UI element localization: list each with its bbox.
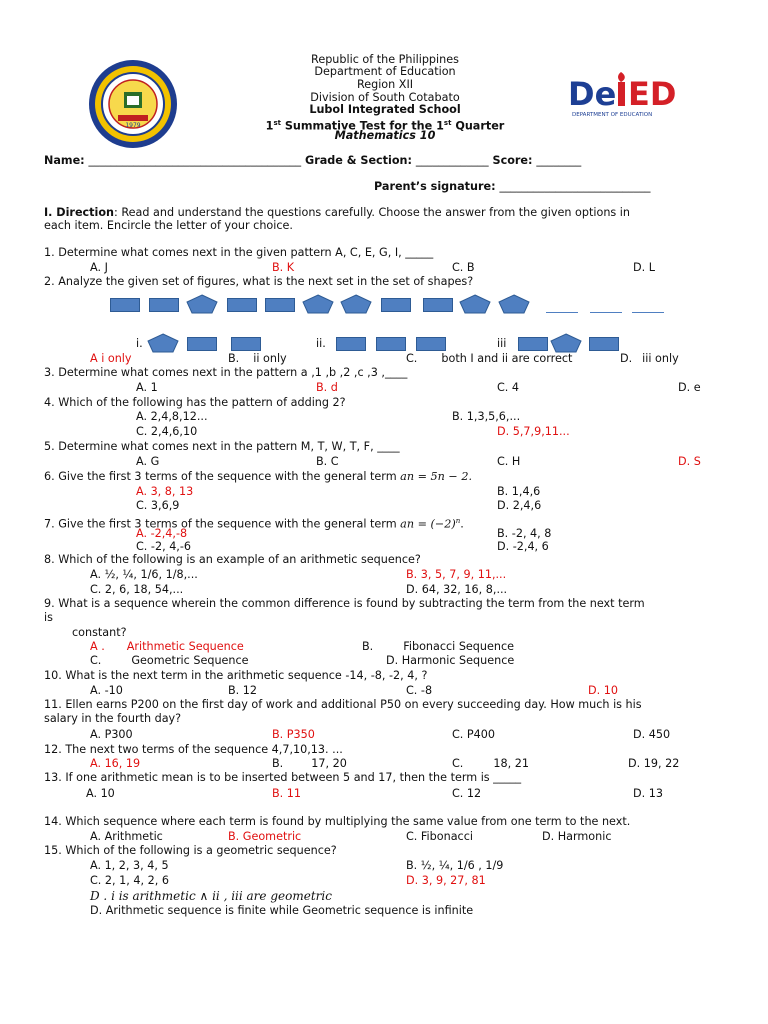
answer-blank (546, 312, 578, 313)
direction-line2: each item. Encircle the letter of your choice. (44, 219, 293, 232)
q6-option-c[interactable]: C. 3,6,9 (136, 499, 180, 512)
q11-stem-line1: 11. Ellen earns P200 on the first day of work and additional P50 on every succeeding day. How much is his (44, 698, 642, 711)
q4-option-c[interactable]: C. 2,4,6,10 (136, 425, 198, 438)
q6-option-b[interactable]: B. 1,4,6 (497, 485, 541, 498)
q15-option-d[interactable]: D. 3, 9, 27, 81 (406, 874, 486, 887)
pentagon-shape (550, 333, 582, 353)
q12-option-d[interactable]: D. 19, 22 (628, 757, 680, 770)
q2-option-b[interactable]: B. ii only (228, 352, 287, 365)
q13-stem: 13. If one arithmetic mean is to be inserted between 5 and 17, then the term is _____ (44, 771, 522, 784)
rectangle-shape (227, 298, 257, 312)
q9-option-b[interactable]: B. Fibonacci Sequence (362, 640, 515, 653)
q9-option-a[interactable]: A . Arithmetic Sequence (90, 640, 244, 653)
q13-option-b[interactable]: B. 11 (272, 787, 302, 800)
q10-option-d[interactable]: D. 10 (588, 684, 618, 697)
q5-option-b[interactable]: B. C (316, 455, 339, 468)
q15-extra-option-d[interactable]: D. Arithmetic sequence is finite while Geometric sequence is infinite (90, 904, 474, 917)
q2-option-c[interactable]: C. both I and ii are correct (406, 352, 573, 365)
header-test-title: 1st Summative Test for the 1st Quarter (265, 119, 505, 133)
rectangle-shape (265, 298, 295, 312)
q4-option-b[interactable]: B. 1,3,5,6,... (452, 410, 521, 423)
q11-option-c[interactable]: C. P400 (452, 728, 496, 741)
q3-option-d[interactable]: D. e (678, 381, 701, 394)
q14-option-d[interactable]: D. Harmonic (542, 830, 612, 843)
q2-option-i-label: i. (136, 337, 143, 350)
q10-option-b[interactable]: B. 12 (228, 684, 258, 697)
q11-option-b[interactable]: B. P350 (272, 728, 315, 741)
header-school: Lubol Integrated School (309, 103, 461, 116)
q8-option-b[interactable]: B. 3, 5, 7, 9, 11,... (406, 568, 507, 581)
q3-stem: 3. Determine what comes next in the pattern a ,1 ,b ,2 ,c ,3 ,____ (44, 366, 408, 379)
q14-option-c[interactable]: C. Fibonacci (406, 830, 473, 843)
header-republic: Republic of the Philippines (311, 53, 459, 66)
q6-option-a[interactable]: A. 3, 8, 13 (136, 485, 194, 498)
q14-stem: 14. Which sequence where each term is found by multiplying the same value from one term to the next. (44, 815, 631, 828)
pentagon-shape (340, 294, 372, 314)
school-seal-logo (88, 59, 178, 149)
q5-option-d[interactable]: D. S (678, 455, 701, 468)
pentagon-shape (147, 333, 179, 353)
rectangle-shape (376, 337, 406, 351)
pentagon-shape (186, 294, 218, 314)
q12-option-c[interactable]: C. 18, 21 (452, 757, 529, 770)
q8-option-a[interactable]: A. ½, ¼, 1/6, 1/8,... (90, 568, 198, 581)
q5-option-a[interactable]: A. G (136, 455, 160, 468)
q7-option-b[interactable]: B. -2, 4, 8 (497, 527, 552, 540)
q15-option-b[interactable]: B. ½, ¼, 1/6 , 1/9 (406, 859, 504, 872)
q10-option-c[interactable]: C. -8 (406, 684, 433, 697)
q2-option-ii-label: ii. (316, 337, 326, 350)
q9-option-c[interactable]: C. Geometric Sequence (90, 654, 249, 667)
svg-text:1979: 1979 (125, 122, 141, 129)
q5-option-c[interactable]: C. H (497, 455, 521, 468)
q6-option-d[interactable]: D. 2,4,6 (497, 499, 542, 512)
q7-stem: 7. Give the first 3 terms of the sequence with the general term an = $(-2)^n$. (44, 517, 464, 531)
answer-blank (632, 312, 664, 313)
q1-option-c[interactable]: C. B (452, 261, 475, 274)
direction-line1: I. Direction: Read and understand the questions carefully. Choose the answer from the given options in (44, 206, 631, 219)
q14-option-b[interactable]: B. Geometric (228, 830, 302, 843)
q1-option-a[interactable]: A. J (90, 261, 108, 274)
q11-option-a[interactable]: A. P300 (90, 728, 133, 741)
q11-stem-line2: salary in the fourth day? (44, 712, 182, 725)
q8-option-d[interactable]: D. 64, 32, 16, 8,... (406, 583, 508, 596)
q8-stem: 8. Which of the following is an example of an arithmetic sequence? (44, 553, 421, 566)
q1-option-b[interactable]: B. K (272, 261, 295, 274)
q15-option-a[interactable]: A. 1, 2, 3, 4, 5 (90, 859, 169, 872)
pentagon-shape (459, 294, 491, 314)
header-division: Division of South Cotabato (310, 91, 460, 104)
rectangle-shape (416, 337, 446, 351)
q12-option-a[interactable]: A. 16, 19 (90, 757, 141, 770)
rectangle-shape (423, 298, 453, 312)
parent-signature-field[interactable]: Parent’s signature: ___________________________ (374, 180, 651, 193)
q10-option-a[interactable]: A. -10 (90, 684, 123, 697)
q3-option-c[interactable]: C. 4 (497, 381, 520, 394)
q2-option-a[interactable]: A i only (90, 352, 132, 365)
header-department: Department of Education (314, 65, 456, 78)
q2-option-d[interactable]: D. iii only (620, 352, 679, 365)
q13-option-c[interactable]: C. 12 (452, 787, 482, 800)
q4-option-d[interactable]: D. 5,7,9,11... (497, 425, 570, 438)
header-region: Region XII (356, 78, 414, 91)
q9-stem-line2: is (44, 611, 53, 624)
svg-text:DEPARTMENT OF EDUCATION: DEPARTMENT OF EDUCATION (572, 112, 653, 118)
q5-stem: 5. Determine what comes next in the pattern M, T, W, T, F, ____ (44, 440, 400, 453)
q8-option-c[interactable]: C. 2, 6, 18, 54,... (90, 583, 184, 596)
rectangle-shape (336, 337, 366, 351)
q15-extra-statement: D . i is arithmetic ∧ ii , iii are geometric (90, 889, 332, 903)
q9-stem-line1: 9. What is a sequence wherein the common difference is found by subtracting the term from the next term (44, 597, 645, 610)
rectangle-shape (381, 298, 411, 312)
q10-stem: 10. What is the next term in the arithmetic sequence -14, -8, -2, 4, ? (44, 669, 428, 682)
q1-option-d[interactable]: D. L (633, 261, 655, 274)
q4-stem: 4. Which of the following has the pattern of adding 2? (44, 396, 346, 409)
header-subject: Mathematics 10 (334, 129, 436, 142)
svg-text:De: De (568, 75, 617, 113)
q12-stem: 12. The next two terms of the sequence 4,7,10,13. ... (44, 743, 343, 756)
deped-logo (566, 70, 701, 120)
answer-blank (590, 312, 622, 313)
q3-option-a[interactable]: A. 1 (136, 381, 158, 394)
rectangle-shape (187, 337, 217, 351)
q15-stem: 15. Which of the following is a geometric sequence? (44, 844, 337, 857)
q7-option-a[interactable]: A. -2,4,-8 (136, 527, 188, 540)
pentagon-shape (498, 294, 530, 314)
q2-option-iii-label: iii (497, 337, 507, 350)
q13-option-d[interactable]: D. 13 (633, 787, 663, 800)
q6-stem: 6. Give the first 3 terms of the sequence with the general term an = 5n − 2. (44, 470, 473, 483)
q3-option-b[interactable]: B. d (316, 381, 338, 394)
q13-option-a[interactable]: A. 10 (86, 787, 115, 800)
q1-stem: 1. Determine what comes next in the given pattern A, C, E, G, I, _____ (44, 246, 434, 259)
q11-option-d[interactable]: D. 450 (633, 728, 671, 741)
q15-option-c[interactable]: C. 2, 1, 4, 2, 6 (90, 874, 169, 887)
pentagon-shape (302, 294, 334, 314)
q7-option-d[interactable]: D. -2,4, 6 (497, 540, 549, 553)
rectangle-shape (110, 298, 140, 312)
rectangle-shape (518, 337, 548, 351)
q2-stem: 2. Analyze the given set of figures, what is the next set in the set of shapes? (44, 275, 474, 288)
rectangle-shape (231, 337, 261, 351)
rectangle-shape (589, 337, 619, 351)
svg-text:ED: ED (628, 75, 677, 113)
q12-option-b[interactable]: B. 17, 20 (272, 757, 347, 770)
q4-option-a[interactable]: A. 2,4,8,12... (136, 410, 208, 423)
q9-stem-line3: constant? (72, 626, 127, 639)
q9-option-d[interactable]: D. Harmonic Sequence (386, 654, 515, 667)
rectangle-shape (149, 298, 179, 312)
q14-option-a[interactable]: A. Arithmetic (90, 830, 163, 843)
q7-option-c[interactable]: C. -2, 4,-6 (136, 540, 192, 553)
name-field[interactable]: Name: ______________________________________ Grade & Section: _____________ Score: ________ (44, 154, 582, 167)
